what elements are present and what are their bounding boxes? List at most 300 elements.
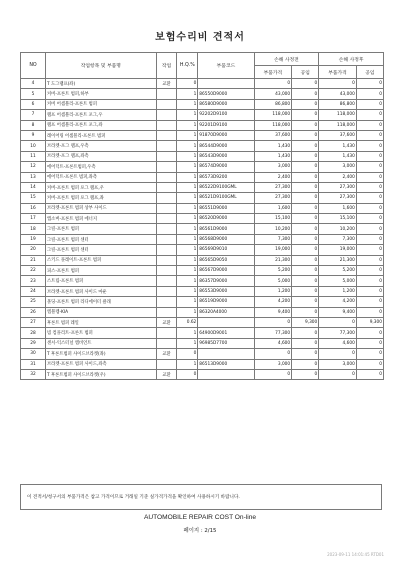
cell-item: 센서-익스터널 엠비언트 xyxy=(46,338,157,348)
cell-l1: 0 xyxy=(292,328,319,338)
cell-l2: 0 xyxy=(356,297,383,307)
cell-l1: 0 xyxy=(292,120,319,130)
cell-item: 후론트 범퍼 레일 xyxy=(46,317,157,327)
header-before: 손해 사정전 xyxy=(254,53,319,66)
cell-hq: 1 xyxy=(177,203,198,213)
cell-item: T 후론트범퍼 사이드브라켓(우) xyxy=(46,369,157,379)
cell-l1: 0 xyxy=(292,203,319,213)
table-row xyxy=(21,338,384,348)
cell-p2: 3,000 xyxy=(319,359,357,369)
cell-hq: 0 xyxy=(177,79,198,89)
cell-l2: 0 xyxy=(356,182,383,192)
cell-code: 92201D9100 xyxy=(198,120,254,130)
cell-p2: 1,600 xyxy=(319,203,357,213)
cell-p2: 37,600 xyxy=(319,130,357,140)
cell-code: 86543D9000 xyxy=(198,151,254,161)
cell-code: 86520D9000 xyxy=(198,214,254,224)
footer-title: AUTOMOBILE REPAIR COST On-line xyxy=(143,514,257,521)
cell-code: 86513D9000 xyxy=(198,359,254,369)
cell-p2: 0 xyxy=(319,79,357,89)
cell-item: 에어덕트-프론트 범퍼,좌측 xyxy=(46,172,157,182)
table-row xyxy=(21,141,384,151)
cell-item: 그릴-프론트 범퍼 센터 xyxy=(46,234,157,244)
cell-work xyxy=(156,120,177,130)
cell-no: 8 xyxy=(21,120,46,130)
cell-p2: 118,000 xyxy=(319,110,357,120)
cell-p1: 43,000 xyxy=(254,89,292,99)
cell-no: 26 xyxy=(21,307,46,317)
cell-code: 86320A4000 xyxy=(198,307,254,317)
cell-no: 13 xyxy=(21,172,46,182)
cell-work xyxy=(156,89,177,99)
cell-work: 교환 xyxy=(156,79,177,89)
cell-code: 96985D7700 xyxy=(198,338,254,348)
cell-l2: 0 xyxy=(356,110,383,120)
cell-l1: 0 xyxy=(292,79,319,89)
cell-item: 에어덕트-프론트범퍼,우측 xyxy=(46,162,157,172)
cell-no: 12 xyxy=(21,162,46,172)
table-row xyxy=(21,193,384,203)
cell-work xyxy=(156,276,177,286)
cell-l1: 0 xyxy=(292,110,319,120)
print-stamp: 2023-09-11 14:01:45 RTD01 xyxy=(327,552,384,557)
cell-l2: 9,300 xyxy=(356,317,383,327)
table-row xyxy=(21,234,384,244)
cell-work xyxy=(156,359,177,369)
cell-l1: 0 xyxy=(292,151,319,161)
cell-l2: 0 xyxy=(356,214,383,224)
table-row xyxy=(21,89,384,99)
cell-no: 28 xyxy=(21,328,46,338)
cell-code xyxy=(198,79,254,89)
cell-hq: 1 xyxy=(177,214,198,224)
cell-l2: 0 xyxy=(356,276,383,286)
cell-p2: 19,000 xyxy=(319,245,357,255)
cell-p2: 9,400 xyxy=(319,307,357,317)
cell-no: 23 xyxy=(21,276,46,286)
cell-hq: 1 xyxy=(177,286,198,296)
cell-code: 86574D9000 xyxy=(198,162,254,172)
cell-code: 92202D9100 xyxy=(198,110,254,120)
cell-hq: 1 xyxy=(177,141,198,151)
header-item: 작업항목 및 부품명 xyxy=(46,53,157,79)
cell-p2: 118,000 xyxy=(319,120,357,130)
cell-p1: 118,000 xyxy=(254,110,292,120)
cell-l1: 0 xyxy=(292,297,319,307)
table-row xyxy=(21,328,384,338)
cell-hq: 1 xyxy=(177,172,198,182)
header-after: 손해 사정후 xyxy=(319,53,384,66)
cell-code xyxy=(198,317,254,327)
cell-work xyxy=(156,297,177,307)
cell-p1: 10,200 xyxy=(254,224,292,234)
cell-p2: 21,300 xyxy=(319,255,357,265)
cell-code: 86521D9100GML xyxy=(198,193,254,203)
cell-no: 15 xyxy=(21,193,46,203)
cell-no: 9 xyxy=(21,130,46,140)
cell-no: 24 xyxy=(21,286,46,296)
cell-l2: 0 xyxy=(356,234,383,244)
cell-work xyxy=(156,141,177,151)
cell-p1: 4,600 xyxy=(254,338,292,348)
cell-work xyxy=(156,224,177,234)
cell-l2: 0 xyxy=(356,151,383,161)
cell-p1: 27,300 xyxy=(254,182,292,192)
cell-hq: 1 xyxy=(177,89,198,99)
table-row xyxy=(21,266,384,276)
cell-l2: 0 xyxy=(356,79,383,89)
cell-l2: 0 xyxy=(356,193,383,203)
table-row xyxy=(21,349,384,359)
table-row xyxy=(21,317,384,327)
cell-l2: 0 xyxy=(356,255,383,265)
table-row xyxy=(21,99,384,109)
cell-no: 18 xyxy=(21,224,46,234)
cell-work xyxy=(156,255,177,265)
cell-item: 몰딩-프론트 범퍼 라디에이터 클래 xyxy=(46,297,157,307)
cell-l1: 0 xyxy=(292,276,319,286)
cell-work xyxy=(156,162,177,172)
cell-p2: 4,600 xyxy=(319,338,357,348)
table-row xyxy=(21,286,384,296)
cell-p2: 5,200 xyxy=(319,266,357,276)
cell-p1: 37,600 xyxy=(254,130,292,140)
table-row xyxy=(21,245,384,255)
cell-hq: 1 xyxy=(177,245,198,255)
page-number: 페이지 : 2/15 xyxy=(183,528,217,534)
table-row xyxy=(21,224,384,234)
cell-code xyxy=(198,349,254,359)
cell-l1: 0 xyxy=(292,255,319,265)
cell-p1: 1,200 xyxy=(254,286,292,296)
cell-no: 16 xyxy=(21,203,46,213)
cell-work xyxy=(156,203,177,213)
cell-p1: 7,300 xyxy=(254,234,292,244)
cell-item: 커버-프론트 범퍼 포그 램프,우 xyxy=(46,182,157,192)
cell-code xyxy=(198,369,254,379)
cell-p1: 0 xyxy=(254,317,292,327)
cell-work xyxy=(156,110,177,120)
cell-l1: 0 xyxy=(292,349,319,359)
cell-work xyxy=(156,286,177,296)
cell-p2: 4,200 xyxy=(319,297,357,307)
table-row xyxy=(21,203,384,213)
cell-work xyxy=(156,338,177,348)
header-labor-after: 공임 xyxy=(356,66,383,79)
cell-item: 피스-프론트 범퍼 xyxy=(46,266,157,276)
cell-p1: 0 xyxy=(254,349,292,359)
cell-l2: 0 xyxy=(356,307,383,317)
cell-p1: 3,000 xyxy=(254,359,292,369)
cell-hq: 1 xyxy=(177,307,198,317)
cell-code: 86567D9000 xyxy=(198,266,254,276)
cell-hq: 1 xyxy=(177,276,198,286)
header-parts-price-before: 부품가격 xyxy=(254,66,292,79)
cell-l2: 0 xyxy=(356,172,383,182)
cell-work xyxy=(156,99,177,109)
cell-l1: 0 xyxy=(292,224,319,234)
cell-no: 32 xyxy=(21,369,46,379)
cell-code: 86544D9000 xyxy=(198,141,254,151)
cell-no: 20 xyxy=(21,245,46,255)
cell-no: 22 xyxy=(21,266,46,276)
table-row xyxy=(21,162,384,172)
cell-p1: 1,430 xyxy=(254,141,292,151)
cell-hq: 1 xyxy=(177,328,198,338)
cell-item: 엠블렘-KIA xyxy=(46,307,157,317)
cell-work xyxy=(156,245,177,255)
cell-hq: 0 xyxy=(177,369,198,379)
cell-item: 브라켓-프론트 범퍼 사이드,좌측 xyxy=(46,359,157,369)
cell-p1: 1,600 xyxy=(254,203,292,213)
cell-p1: 118,000 xyxy=(254,120,292,130)
cell-l1: 0 xyxy=(292,193,319,203)
cell-p1: 15,100 xyxy=(254,214,292,224)
cell-hq: 1 xyxy=(177,130,198,140)
cell-l2: 0 xyxy=(356,89,383,99)
cell-code: 86569D9010 xyxy=(198,245,254,255)
header-hq: H.Q.% xyxy=(177,53,198,79)
cell-code: 86522D9100GML xyxy=(198,182,254,192)
cell-p1: 3,000 xyxy=(254,162,292,172)
cell-hq: 1 xyxy=(177,162,198,172)
table-row xyxy=(21,151,384,161)
cell-p1: 19,000 xyxy=(254,245,292,255)
table-row xyxy=(21,276,384,286)
cell-item: 그릴-프론트 범퍼 xyxy=(46,224,157,234)
cell-code: 86568D9000 xyxy=(198,234,254,244)
cell-item: 앱소버-프론트 범퍼 에너지 xyxy=(46,214,157,224)
cell-p2: 0 xyxy=(319,349,357,359)
cell-p2: 3,000 xyxy=(319,162,357,172)
table-row xyxy=(21,297,384,307)
cell-l2: 0 xyxy=(356,99,383,109)
cell-p2: 27,300 xyxy=(319,193,357,203)
cell-l2: 0 xyxy=(356,286,383,296)
cell-p1: 9,400 xyxy=(254,307,292,317)
cell-p2: 1,200 xyxy=(319,286,357,296)
cell-l2: 0 xyxy=(356,266,383,276)
cell-item: 브라켓-포그 램프,우측 xyxy=(46,141,157,151)
table-row xyxy=(21,307,384,317)
cell-work xyxy=(156,172,177,182)
cell-l1: 0 xyxy=(292,266,319,276)
header-parts-price-after: 부품가격 xyxy=(319,66,357,79)
cell-work: 교환 xyxy=(156,369,177,379)
table-row xyxy=(21,359,384,369)
cell-p1: 0 xyxy=(254,79,292,89)
cell-item: 램프 어셈블리-프론트 포그,좌 xyxy=(46,120,157,130)
cell-code: 86357D9000 xyxy=(198,276,254,286)
cell-l1: 0 xyxy=(292,141,319,151)
cell-l1: 0 xyxy=(292,338,319,348)
cell-code: 64900D9001 xyxy=(198,328,254,338)
cell-work xyxy=(156,307,177,317)
cell-code: 91870D9000 xyxy=(198,130,254,140)
cell-hq: 0.62 xyxy=(177,317,198,327)
cell-l1: 0 xyxy=(292,234,319,244)
cell-item: 브라켓-프론트 범퍼 사이드 마운 xyxy=(46,286,157,296)
cell-item: T 후론트범퍼 사이드브라켓(좌) xyxy=(46,349,157,359)
table-row xyxy=(21,110,384,120)
cell-p2: 0 xyxy=(319,369,357,379)
cell-p1: 1,430 xyxy=(254,151,292,161)
cell-work xyxy=(156,328,177,338)
cell-p1: 5,000 xyxy=(254,276,292,286)
cell-l1: 9,300 xyxy=(292,317,319,327)
cell-code: 86561D9000 xyxy=(198,224,254,234)
cell-p1: 0 xyxy=(254,369,292,379)
cell-code: 86553D9000 xyxy=(198,286,254,296)
cell-hq: 1 xyxy=(177,99,198,109)
cell-l2: 0 xyxy=(356,162,383,172)
cell-no: 5 xyxy=(21,89,46,99)
cell-no: 30 xyxy=(21,349,46,359)
cell-hq: 1 xyxy=(177,151,198,161)
cell-l1: 0 xyxy=(292,182,319,192)
cell-l1: 0 xyxy=(292,307,319,317)
cell-no: 14 xyxy=(21,182,46,192)
cell-l1: 0 xyxy=(292,89,319,99)
cell-no: 25 xyxy=(21,297,46,307)
cell-item: 그릴-프론트 범퍼 센터 xyxy=(46,245,157,255)
cell-hq: 0 xyxy=(177,349,198,359)
cell-p2: 43,000 xyxy=(319,89,357,99)
cell-no: 31 xyxy=(21,359,46,369)
cell-l2: 0 xyxy=(356,369,383,379)
cell-l2: 0 xyxy=(356,203,383,213)
cell-p1: 77,300 xyxy=(254,328,292,338)
cell-work xyxy=(156,182,177,192)
cell-code: 86519D9000 xyxy=(198,297,254,307)
cell-l2: 0 xyxy=(356,130,383,140)
cell-work xyxy=(156,193,177,203)
cell-p2: 5,000 xyxy=(319,276,357,286)
estimate-table xyxy=(20,52,384,380)
cell-hq: 1 xyxy=(177,266,198,276)
cell-hq: 1 xyxy=(177,110,198,120)
cell-l1: 0 xyxy=(292,286,319,296)
cell-item: 브라켓-프론트 범퍼 상부 사이드 xyxy=(46,203,157,213)
notice-box xyxy=(20,484,382,510)
cell-l2: 0 xyxy=(356,328,383,338)
cell-p1: 86,800 xyxy=(254,99,292,109)
cell-code: 86565D9050 xyxy=(198,255,254,265)
cell-work xyxy=(156,130,177,140)
cell-item: 스트립-프론트 범퍼 xyxy=(46,276,157,286)
cell-l1: 0 xyxy=(292,162,319,172)
cell-work: 교환 xyxy=(156,317,177,327)
cell-work xyxy=(156,151,177,161)
cell-l2: 0 xyxy=(356,349,383,359)
table-row xyxy=(21,79,384,89)
cell-work: 교환 xyxy=(156,349,177,359)
cell-no: 10 xyxy=(21,141,46,151)
cell-p1: 5,200 xyxy=(254,266,292,276)
cell-l2: 0 xyxy=(356,338,383,348)
cell-work xyxy=(156,214,177,224)
cell-l1: 0 xyxy=(292,130,319,140)
cell-hq: 1 xyxy=(177,224,198,234)
cell-p2: 15,100 xyxy=(319,214,357,224)
cell-no: 11 xyxy=(21,151,46,161)
cell-item: 커버-프론트 범퍼,하부 xyxy=(46,89,157,99)
cell-work xyxy=(156,266,177,276)
cell-l1: 0 xyxy=(292,359,319,369)
cell-work xyxy=(156,234,177,244)
cell-hq: 1 xyxy=(177,297,198,307)
cell-l2: 0 xyxy=(356,245,383,255)
notice-text: 이 견적서/청구서의 부품가격은 참고 가격이므로 거래일 기준 실가격가격을 확인하여 사용하시기 바랍니다. xyxy=(27,495,240,500)
cell-hq: 1 xyxy=(177,120,198,130)
cell-code: 86551D9000 xyxy=(198,203,254,213)
cell-l1: 0 xyxy=(292,172,319,182)
cell-hq: 1 xyxy=(177,359,198,369)
table-row xyxy=(21,255,384,265)
cell-item: 커버 어셈블리-프론트 범퍼 xyxy=(46,99,157,109)
cell-l1: 0 xyxy=(292,99,319,109)
cell-l2: 0 xyxy=(356,359,383,369)
cell-l2: 0 xyxy=(356,120,383,130)
cell-p1: 4,200 xyxy=(254,297,292,307)
table-row xyxy=(21,369,384,379)
cell-hq: 1 xyxy=(177,182,198,192)
cell-no: 6 xyxy=(21,99,46,109)
cell-item: 빔 컴플리트-프론트 범퍼 xyxy=(46,328,157,338)
table-row xyxy=(21,130,384,140)
cell-p2: 10,200 xyxy=(319,224,357,234)
cell-item: 커버-프론트 범퍼 포그 램프,좌 xyxy=(46,193,157,203)
cell-no: 4 xyxy=(21,79,46,89)
cell-p2: 2,400 xyxy=(319,172,357,182)
cell-no: 27 xyxy=(21,317,46,327)
cell-p1: 2,400 xyxy=(254,172,292,182)
header-no: NO xyxy=(21,53,46,79)
cell-no: 7 xyxy=(21,110,46,120)
table-row xyxy=(21,182,384,192)
cell-item: 스키드 플레이트-프론트 범퍼 xyxy=(46,255,157,265)
cell-code: 86573D9200 xyxy=(198,172,254,182)
header-labor-before: 공임 xyxy=(292,66,319,79)
document-title: 보험수리비 견적서 xyxy=(155,32,245,43)
cell-p2: 27,300 xyxy=(319,182,357,192)
cell-l1: 0 xyxy=(292,245,319,255)
cell-no: 21 xyxy=(21,255,46,265)
cell-hq: 1 xyxy=(177,255,198,265)
cell-item: 램프 어셈블리-프론트 포그,우 xyxy=(46,110,157,120)
table-row xyxy=(21,214,384,224)
cell-item: 브라켓-포그 램프,좌측 xyxy=(46,151,157,161)
table-row xyxy=(21,172,384,182)
header-code: 부품코드 xyxy=(198,53,254,79)
cell-hq: 1 xyxy=(177,234,198,244)
cell-p2: 0 xyxy=(319,317,357,327)
cell-no: 29 xyxy=(21,338,46,348)
cell-p1: 21,300 xyxy=(254,255,292,265)
cell-hq: 1 xyxy=(177,338,198,348)
cell-hq: 1 xyxy=(177,193,198,203)
cell-code: 86580D9000 xyxy=(198,99,254,109)
header-work: 작업 xyxy=(156,53,177,79)
cell-p2: 7,300 xyxy=(319,234,357,244)
cell-p1: 27,300 xyxy=(254,193,292,203)
cell-no: 19 xyxy=(21,234,46,244)
cell-p2: 77,300 xyxy=(319,328,357,338)
cell-p2: 1,430 xyxy=(319,141,357,151)
cell-item: 레이어링 어셈블리-프론트 범퍼 xyxy=(46,130,157,140)
cell-l1: 0 xyxy=(292,369,319,379)
cell-code: 86550D9000 xyxy=(198,89,254,99)
